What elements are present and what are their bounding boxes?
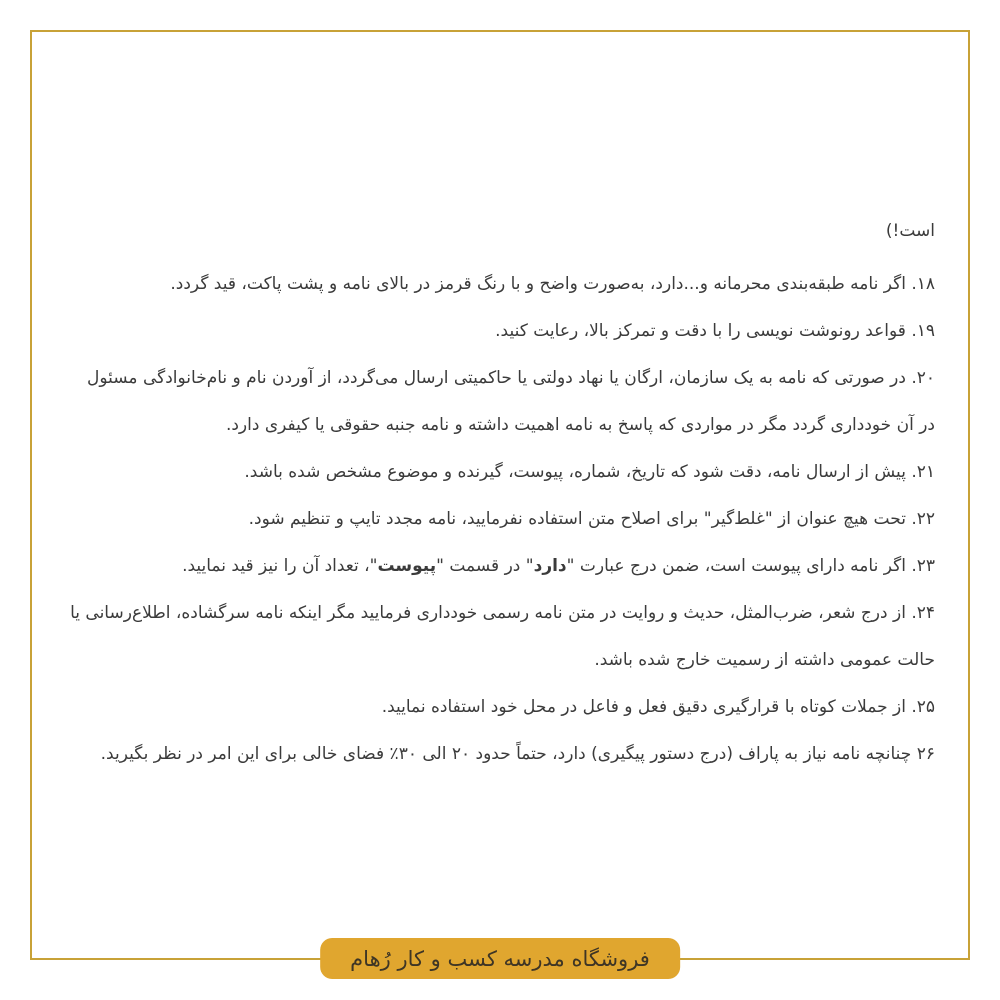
guideline-item-20: ۲۰. در صورتی که نامه به یک سازمان، ارگان یا نهاد دولتی یا حاکمیتی ارسال می‌گردد، از آوردن نام و نام‌خانوادگی مسئول در آن خودداری گردد مگر در مواردی که پاسخ به نامه اهمیت داشته و نامه جنبه حقوقی یا کیفری دارد. [87, 368, 935, 435]
item-23-text-post: "، تعداد آن را نیز قید نمایید. [182, 556, 378, 576]
guideline-item-19: ۱۹. قواعد رونوشت نویسی را با دقت و تمرکز بالا، رعایت کنید. [495, 321, 935, 341]
brand-badge-label: فروشگاه مدرسه کسب و کار رُهام [350, 946, 650, 971]
guideline-item-26: ۲۶ چنانچه نامه نیاز به پاراف (درج دستور پیگیری) دارد، حتماً حدود ۲۰ الی ۳۰٪ فضای خالی برای این امر در نظر بگیرید. [100, 744, 935, 764]
item-23-bold-dard: دارد [533, 556, 567, 576]
guideline-item-25: ۲۵. از جملات کوتاه با قرارگیری دقیق فعل و فاعل در محل خود استفاده نمایید. [381, 697, 935, 717]
guideline-item-24: ۲۴. از درج شعر، ضرب‌المثل، حدیث و روایت در متن نامه رسمی خودداری فرمایید مگر اینکه نامه سرگشاده، اطلاع‌رسانی یا حالت عمومی داشته از رسمیت خارج شده باشد. [70, 603, 935, 670]
guideline-item-18: ۱۸. اگر نامه طبقه‌بندی محرمانه و...دارد، به‌صورت واضح و با رنگ قرمز در بالای نامه و پشت پاکت، قید گردد. [170, 274, 935, 294]
guideline-item-21: ۲۱. پیش از ارسال نامه، دقت شود که تاریخ، شماره، پیوست، گیرنده و موضوع مشخص شده باشد. [244, 462, 935, 482]
brand-badge [320, 938, 680, 979]
guideline-item-23 [70, 543, 935, 590]
letter-guidelines-text [70, 208, 935, 778]
carryover-line: است!) [885, 221, 935, 241]
item-23-bold-peyvast: پیوست [377, 556, 437, 576]
guideline-item-22: ۲۲. تحت هیچ عنوان از "غلط‌گیر" برای اصلاح متن استفاده نفرمایید، نامه مجدد تایپ و تنظیم شود. [248, 509, 935, 529]
item-23-text-mid: " در قسمت " [436, 556, 534, 576]
item-23-text-pre: ۲۳. اگر نامه دارای پیوست است، ضمن درج عبارت " [566, 556, 935, 576]
